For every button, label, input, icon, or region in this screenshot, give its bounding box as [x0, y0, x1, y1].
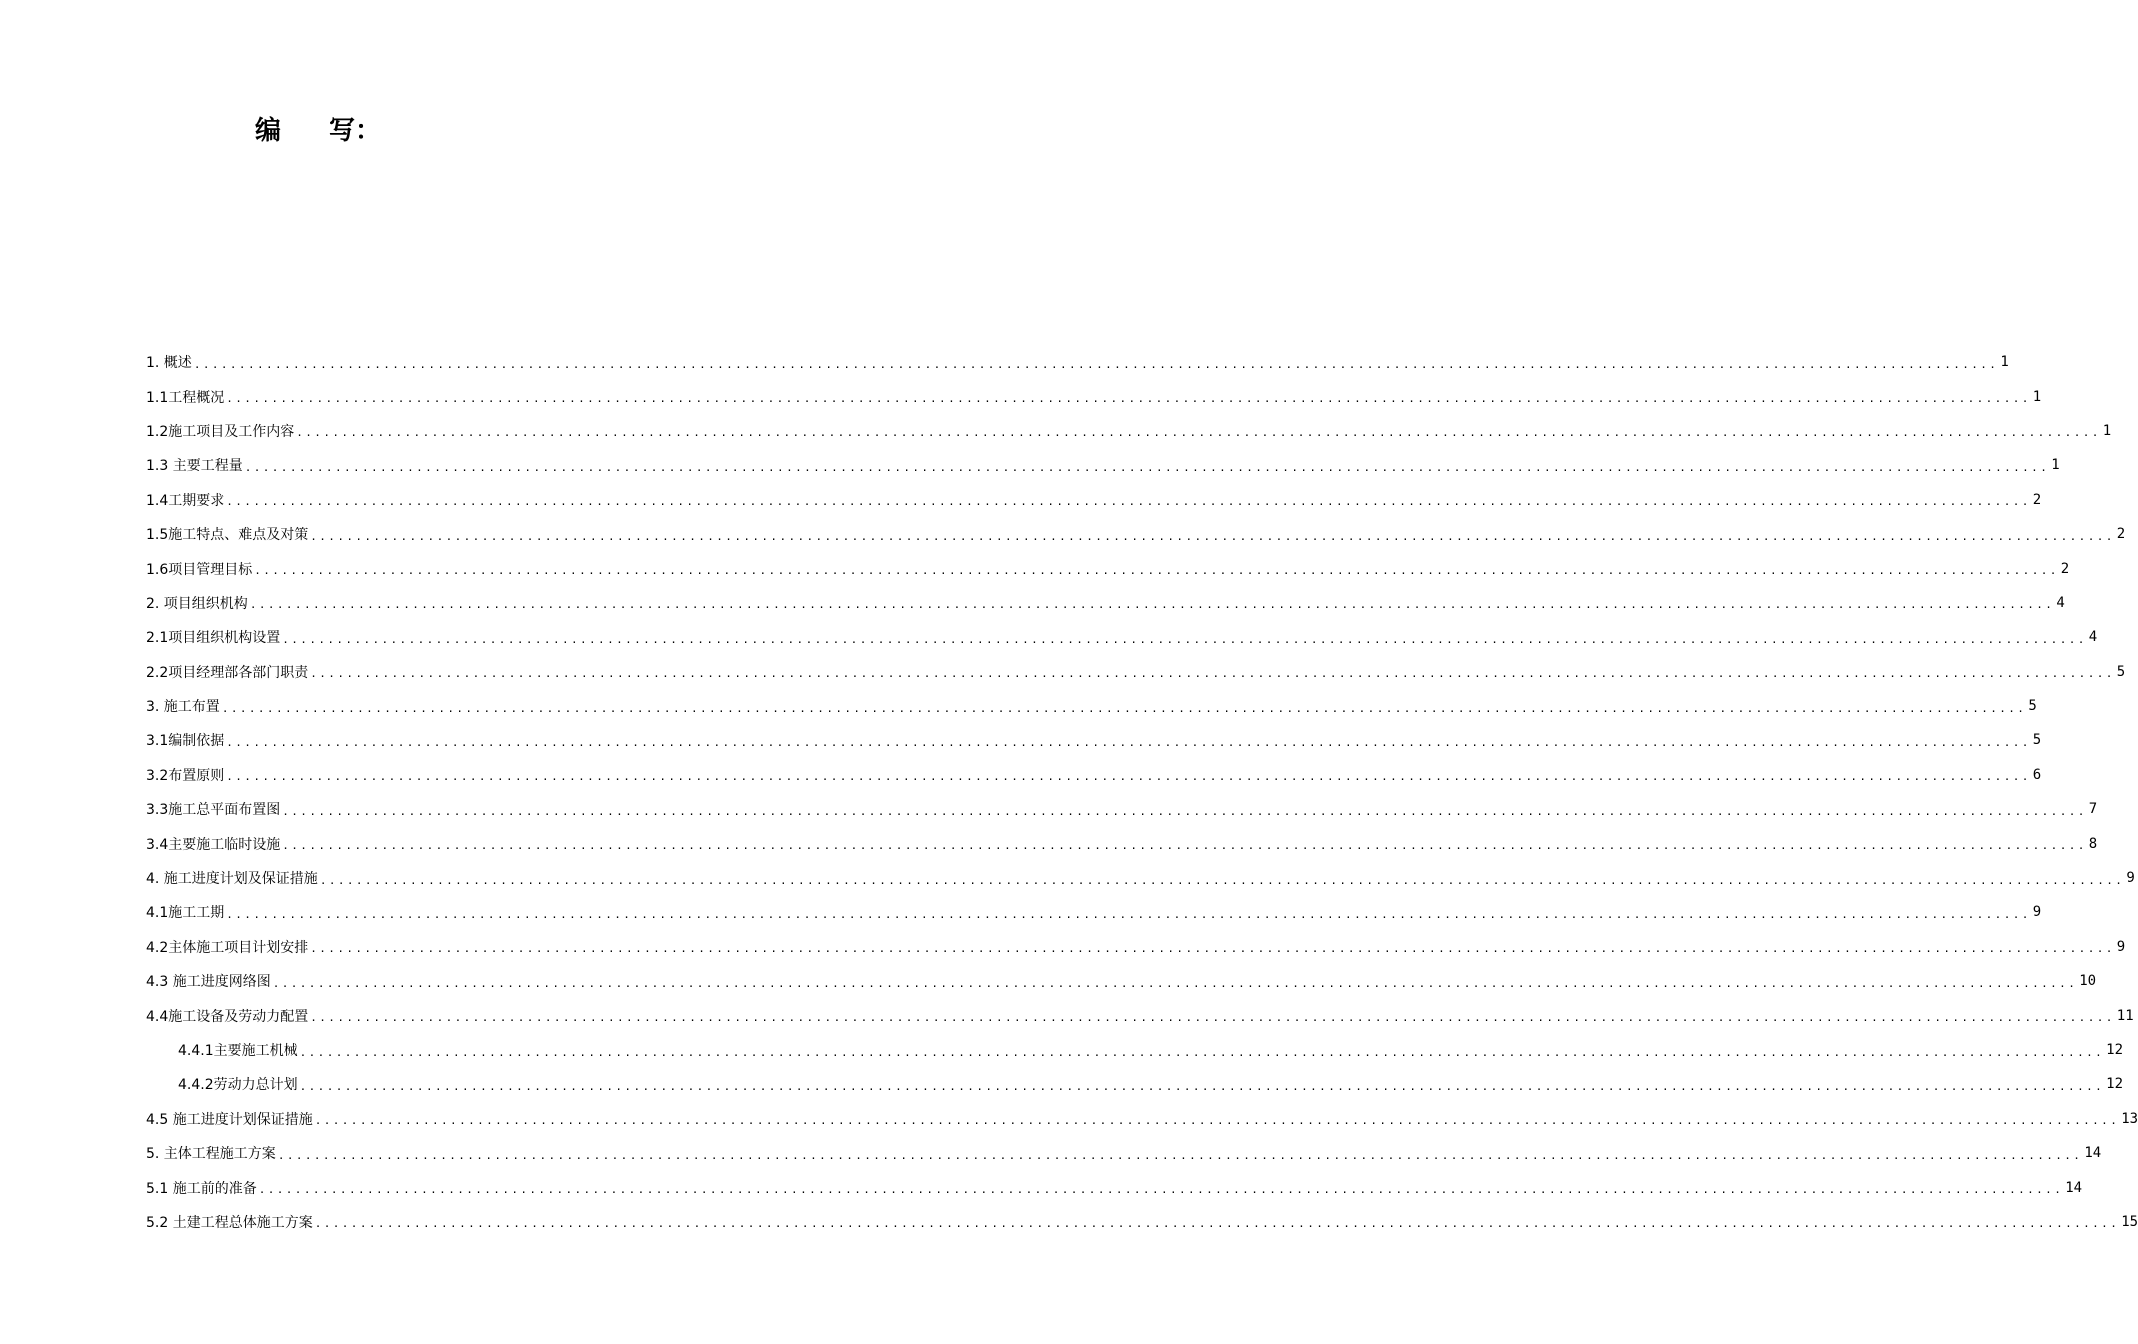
- toc-entry-title: 1.2施工项目及工作内容: [146, 423, 295, 440]
- toc-entry-page-number: 1: [2102, 422, 2112, 439]
- toc-entry[interactable]: [146, 1170, 2083, 1204]
- toc-entry-title: 4.4施工设备及劳动力配置: [146, 1008, 309, 1025]
- toc-entry-title: 1.3 主要工程量: [146, 458, 243, 475]
- toc-entry[interactable]: [146, 826, 2098, 860]
- toc-entry-title: 3.1编制依据: [146, 733, 225, 750]
- toc-entry[interactable]: [146, 1067, 2123, 1101]
- toc-entry-page-number: 13: [2121, 1110, 2138, 1127]
- toc-entry-page-number: 14: [2065, 1179, 2083, 1196]
- toc-entry-title: 3.4主要施工临时设施: [146, 836, 281, 853]
- toc-entry-leader: ........................................................................................................................................................................................................: [254, 564, 2059, 578]
- toc-entry-leader: ........................................................................................................................................................................................................: [310, 942, 2115, 956]
- toc-entry[interactable]: [146, 792, 2098, 826]
- toc-entry-leader: ........................................................................................................................................................................................................: [249, 598, 2055, 612]
- toc-entry[interactable]: [146, 551, 2070, 585]
- toc-entry[interactable]: [146, 345, 2009, 379]
- toc-entry[interactable]: [146, 1205, 2138, 1239]
- toc-entry-title: 3. 施工布置: [146, 699, 220, 716]
- toc-entry-page-number: 8: [2088, 835, 2098, 852]
- toc-entry-leader: ........................................................................................................................................................................................................: [310, 1011, 2115, 1025]
- toc-entry-title: 2.2项目经理部各部门职责: [146, 664, 309, 681]
- toc-entry-page-number: 14: [2084, 1145, 2102, 1162]
- toc-entry-leader: ........................................................................................................................................................................................................: [226, 392, 2031, 406]
- toc-entry-page-number: 9: [2126, 870, 2135, 887]
- toc-entry-page-number: 1: [2051, 457, 2060, 474]
- toc-entry-leader: ........................................................................................................................................................................................................: [258, 1183, 2064, 1197]
- toc-entry-title: 4.4.2劳动力总计划: [178, 1077, 298, 1094]
- toc-entry-leader: ........................................................................................................................................................................................................: [282, 804, 2087, 818]
- toc-entry[interactable]: [146, 930, 2126, 964]
- toc-entry-page-number: 4: [2088, 629, 2098, 646]
- toc-entry-title: 5.1 施工前的准备: [146, 1180, 257, 1197]
- toc-entry-page-number: 1: [2032, 388, 2042, 405]
- toc-entry-leader: ........................................................................................................................................................................................................: [277, 1148, 2083, 1162]
- toc-entry-title: 2. 项目组织机构: [146, 595, 248, 612]
- toc-entry-leader: ........................................................................................................................................................................................................: [226, 735, 2031, 749]
- toc-entry-page-number: 6: [2032, 766, 2042, 783]
- toc-entry-page-number: 12: [2106, 1042, 2123, 1058]
- toc-entry[interactable]: [146, 689, 2037, 723]
- toc-entry-title: 1.4工期要求: [146, 492, 225, 509]
- toc-entry-page-number: 9: [2116, 938, 2126, 955]
- toc-entry-page-number: 4: [2056, 594, 2065, 611]
- toc-entry-page-number: 2: [2060, 560, 2070, 577]
- toc-entry-leader: ........................................................................................................................................................................................................: [319, 873, 2125, 887]
- toc-entry-leader: ........................................................................................................................................................................................................: [310, 667, 2115, 681]
- toc-entry-title: 4.2主体施工项目计划安排: [146, 939, 309, 956]
- toc-entry-page-number: 12: [2106, 1076, 2123, 1093]
- toc-entry-page-number: 5: [2032, 732, 2042, 749]
- toc-entry-leader: ........................................................................................................................................................................................................: [272, 976, 2078, 990]
- toc-entry-title: 3.3施工总平面布置图: [146, 802, 281, 819]
- toc-entry-leader: ........................................................................................................................................................................................................: [299, 1045, 2105, 1059]
- toc-entry-page-number: 7: [2088, 801, 2098, 818]
- toc-entry-leader: ........................................................................................................................................................................................................: [296, 426, 2101, 440]
- toc-entry[interactable]: [146, 448, 2060, 482]
- toc-entry-leader: ........................................................................................................................................................................................................: [282, 632, 2087, 646]
- toc-entry-page-number: 5: [2028, 698, 2037, 715]
- toc-entry[interactable]: [146, 379, 2042, 413]
- toc-entry-title: 1. 概述: [146, 355, 192, 372]
- toc-entry-leader: ........................................................................................................................................................................................................: [226, 495, 2031, 509]
- toc-entry[interactable]: [146, 414, 2112, 448]
- toc-entry-leader: ........................................................................................................................................................................................................: [282, 839, 2087, 853]
- toc-entry-leader: ........................................................................................................................................................................................................: [244, 460, 2050, 474]
- toc-entry-title: 1.6项目管理目标: [146, 561, 253, 578]
- toc-entry-page-number: 5: [2116, 663, 2126, 680]
- toc-entry-title: 4.3 施工进度网络图: [146, 974, 271, 991]
- author-label-left: 编: [255, 116, 282, 146]
- toc-entry[interactable]: [146, 620, 2098, 654]
- toc-entry[interactable]: [146, 723, 2042, 757]
- toc-entry[interactable]: [146, 1136, 2102, 1170]
- toc-entry-title: 4.4.1主要施工机械: [178, 1043, 298, 1059]
- toc-entry[interactable]: [146, 964, 2097, 998]
- toc-entry-leader: ........................................................................................................................................................................................................: [226, 770, 2031, 784]
- toc-entry-title: 5.2 土建工程总体施工方案: [146, 1214, 313, 1231]
- toc-entry-page-number: 11: [2116, 1007, 2134, 1024]
- toc-entry[interactable]: [146, 1033, 2123, 1067]
- toc-entry[interactable]: [146, 895, 2042, 929]
- toc-entry-title: 4.1施工工期: [146, 905, 225, 922]
- toc-entry-leader: ........................................................................................................................................................................................................: [226, 907, 2031, 921]
- toc-entry-leader: ........................................................................................................................................................................................................: [193, 357, 1999, 371]
- toc-entry-page-number: 9: [2032, 904, 2042, 921]
- toc-entry[interactable]: [146, 586, 2065, 620]
- toc-entry-leader: ........................................................................................................................................................................................................: [314, 1217, 2120, 1231]
- toc-entry-page-number: 10: [2079, 973, 2097, 990]
- toc-entry-title: 1.1工程概况: [146, 389, 225, 406]
- toc-entry[interactable]: [146, 861, 2135, 895]
- toc-entry[interactable]: [146, 483, 2042, 517]
- toc-entry-title: 4. 施工进度计划及保证措施: [146, 871, 318, 888]
- toc-entry-title: 1.5施工特点、难点及对策: [146, 527, 309, 544]
- toc-entry-title: 5. 主体工程施工方案: [146, 1146, 276, 1163]
- toc-entry-leader: ........................................................................................................................................................................................................: [299, 1079, 2105, 1093]
- author-heading: [255, 110, 381, 147]
- toc-entry[interactable]: [146, 517, 2126, 551]
- toc-entry[interactable]: [146, 1102, 2138, 1136]
- toc-entry-leader: ........................................................................................................................................................................................................: [310, 529, 2115, 543]
- toc-entry-page-number: 1: [2000, 354, 2009, 371]
- toc-entry-title: 2.1项目组织机构设置: [146, 630, 281, 647]
- toc-entry[interactable]: [146, 998, 2134, 1032]
- toc-entry-page-number: 15: [2121, 1213, 2138, 1230]
- toc-entry[interactable]: [146, 655, 2126, 689]
- toc-entry[interactable]: [146, 758, 2042, 792]
- toc-entry-page-number: 2: [2116, 526, 2126, 543]
- author-label-right: 写：: [329, 116, 382, 146]
- toc-entry-leader: ........................................................................................................................................................................................................: [314, 1114, 2120, 1128]
- table-of-contents: [146, 345, 2138, 1239]
- toc-entry-page-number: 2: [2032, 491, 2042, 508]
- toc-entry-title: 3.2布置原则: [146, 767, 225, 784]
- toc-entry-title: 4.5 施工进度计划保证措施: [146, 1111, 313, 1128]
- toc-entry-leader: ........................................................................................................................................................................................................: [221, 701, 2027, 715]
